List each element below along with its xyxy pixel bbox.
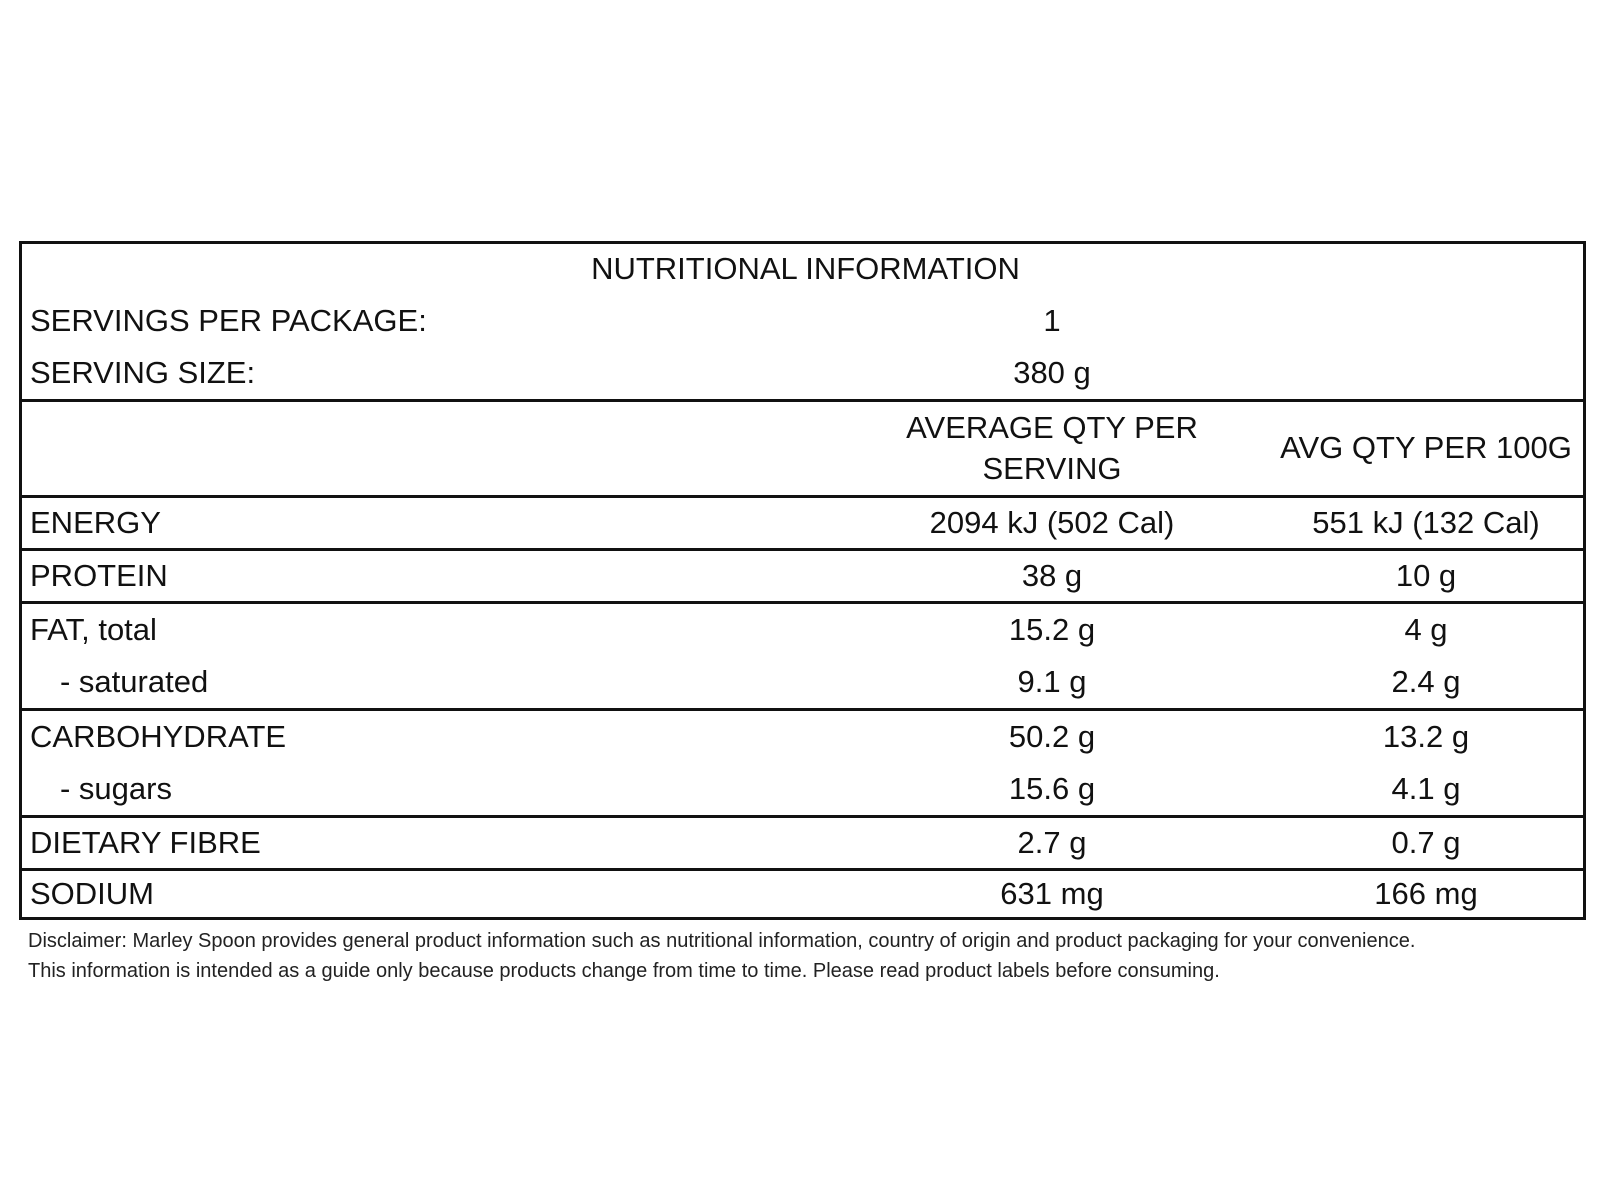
disclaimer-line: This information is intended as a guide only because products change from time to time. Please read product labels before consuming. — [28, 960, 1220, 982]
nutrient-per-100g: 166 mg — [1374, 875, 1478, 911]
serving-size-row — [22, 348, 1583, 399]
nutrient-per-100g: 4.1 g — [1391, 770, 1461, 806]
nutrient-row-energy — [22, 498, 1583, 548]
disclaimer-line: Disclaimer: Marley Spoon provides general product information such as nutritional information, country of origin and product packaging for your convenience. — [28, 930, 1416, 952]
nutrient-per-100g: 13.2 g — [1382, 718, 1470, 754]
nutrient-label: SODIUM — [30, 875, 154, 911]
nutrient-label: DIETARY FIBRE — [30, 824, 261, 860]
panel-title: NUTRITIONAL INFORMATION — [591, 251, 1020, 287]
nutrient-per-serving: 2094 kJ (502 Cal) — [929, 504, 1175, 540]
nutrient-row-carbohydrate — [22, 711, 1583, 763]
nutrient-per-100g: 4 g — [1404, 611, 1448, 647]
nutrient-per-serving: 38 g — [1021, 557, 1083, 593]
servings-per-package-label: SERVINGS PER PACKAGE: — [30, 303, 427, 339]
nutrient-label: PROTEIN — [30, 557, 168, 593]
nutrient-per-serving: 2.7 g — [1017, 824, 1087, 860]
nutrient-per-serving: 15.2 g — [1008, 611, 1096, 647]
nutrient-per-serving: 15.6 g — [1008, 770, 1096, 806]
serving-size-value: 380 g — [1013, 355, 1091, 391]
nutrient-row-saturated — [22, 656, 1583, 708]
serving-size-label: SERVING SIZE: — [30, 355, 256, 391]
nutrient-label: CARBOHYDRATE — [30, 718, 287, 754]
servings-per-package-value: 1 — [1043, 303, 1061, 339]
nutrient-per-serving: 9.1 g — [1017, 663, 1087, 699]
nutrient-label: FAT, total — [30, 611, 157, 647]
column-header-per-100g: AVG QTY PER 100G — [1280, 430, 1572, 466]
column-header-row — [22, 402, 1583, 495]
nutrient-per-100g: 2.4 g — [1391, 663, 1461, 699]
nutrient-sub-label: - sugars — [60, 770, 172, 806]
nutrition-panel — [19, 241, 1586, 920]
nutrient-per-serving: 50.2 g — [1008, 718, 1096, 754]
nutrient-label: ENERGY — [30, 504, 161, 540]
nutrient-row-sugars — [22, 763, 1583, 815]
nutrient-per-100g: 551 kJ (132 Cal) — [1312, 504, 1540, 540]
title-row — [22, 244, 1583, 295]
nutrient-sub-label: - saturated — [60, 663, 209, 699]
column-header-per-serving: AVERAGE QTY PER SERVING — [906, 410, 1198, 486]
nutrient-row-fat-total — [22, 604, 1583, 656]
servings-per-package-row — [22, 295, 1583, 348]
nutrient-row-dietary-fibre — [22, 818, 1583, 868]
nutrient-per-serving: 631 mg — [1000, 875, 1104, 911]
nutrient-per-100g: 10 g — [1395, 557, 1457, 593]
disclaimer — [28, 926, 1568, 986]
nutrient-per-100g: 0.7 g — [1391, 824, 1461, 860]
nutrient-row-protein — [22, 551, 1583, 601]
nutrient-row-sodium — [22, 871, 1583, 917]
